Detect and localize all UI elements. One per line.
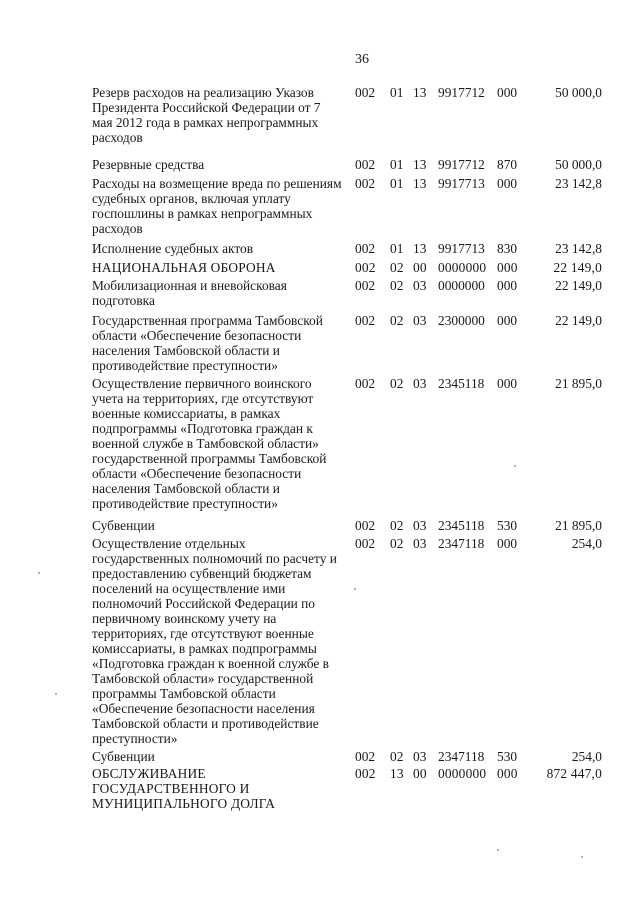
row-vr: 830 xyxy=(497,241,518,256)
row-sum: 50 000,0 xyxy=(555,85,602,100)
row-name: Резервные средства xyxy=(92,157,205,172)
scan-speck xyxy=(354,588,356,590)
row-sum: 23 142,8 xyxy=(555,176,602,191)
row-ved: 002 xyxy=(355,376,376,391)
table-row xyxy=(92,157,602,176)
row-pr: 00 xyxy=(413,766,427,781)
row-csr: 2347118 xyxy=(438,749,485,764)
row-sum: 21 895,0 xyxy=(555,518,602,533)
row-sum: 254,0 xyxy=(571,536,602,551)
row-vr: 000 xyxy=(497,278,518,293)
row-ved: 002 xyxy=(355,766,376,781)
row-csr: 2345118 xyxy=(438,518,485,533)
row-sum: 872 447,0 xyxy=(546,766,602,781)
page-number: 36 xyxy=(355,52,369,67)
row-pr: 13 xyxy=(413,85,427,100)
row-rz: 02 xyxy=(390,536,404,551)
row-rz: 02 xyxy=(390,278,404,293)
row-vr: 530 xyxy=(497,749,518,764)
row-ved: 002 xyxy=(355,536,376,551)
row-sum: 23 142,8 xyxy=(555,241,602,256)
row-sum: 22 149,0 xyxy=(555,313,602,328)
table-row xyxy=(92,376,602,518)
row-pr: 03 xyxy=(413,278,427,293)
row-ved: 002 xyxy=(355,278,376,293)
row-vr: 000 xyxy=(497,536,518,551)
scan-speck xyxy=(55,693,57,695)
row-ved: 002 xyxy=(355,85,376,100)
table-row xyxy=(92,313,602,376)
row-ved: 002 xyxy=(355,157,376,172)
row-pr: 13 xyxy=(413,157,427,172)
row-vr: 000 xyxy=(497,260,518,275)
row-name: Субвенции xyxy=(92,749,155,764)
row-csr: 2345118 xyxy=(438,376,485,391)
row-ved: 002 xyxy=(355,749,376,764)
row-rz: 01 xyxy=(390,85,404,100)
row-csr: 0000000 xyxy=(438,766,487,781)
row-pr: 03 xyxy=(413,376,427,391)
row-vr: 000 xyxy=(497,176,518,191)
row-rz: 02 xyxy=(390,376,404,391)
table-row xyxy=(92,518,602,536)
row-csr: 9917712 xyxy=(438,85,485,100)
row-sum: 254,0 xyxy=(571,749,602,764)
row-csr: 2300000 xyxy=(438,313,485,328)
row-vr: 000 xyxy=(497,313,518,328)
row-pr: 00 xyxy=(413,260,427,275)
row-csr: 0000000 xyxy=(438,260,487,275)
row-vr: 000 xyxy=(497,766,518,781)
row-vr: 870 xyxy=(497,157,518,172)
row-csr: 0000000 xyxy=(438,278,485,293)
scan-speck xyxy=(581,856,583,858)
row-rz: 01 xyxy=(390,176,404,191)
row-ved: 002 xyxy=(355,313,376,328)
row-rz: 01 xyxy=(390,241,404,256)
budget-table xyxy=(92,85,602,816)
row-ved: 002 xyxy=(355,176,376,191)
row-name: Осуществление первичного воинского учета на территориях, где отсутствуют военные комиссариаты, в рамках подпрограммы «Подготовка граждан к военной службе в Тамбовской области» государственной программы Тамбовской области «Обеспечение безопасности населения Тамбовской области и противодействие преступности» xyxy=(92,376,327,511)
row-rz: 02 xyxy=(390,260,404,275)
table-row xyxy=(92,766,602,816)
row-rz: 01 xyxy=(390,157,404,172)
row-vr: 000 xyxy=(497,85,518,100)
table-row xyxy=(92,241,602,260)
scan-speck xyxy=(38,572,40,574)
table-row xyxy=(92,749,602,766)
row-ved: 002 xyxy=(355,241,376,256)
row-name: Мобилизационная и вневойсковая подготовка xyxy=(92,278,287,308)
row-rz: 02 xyxy=(390,518,404,533)
row-pr: 03 xyxy=(413,518,427,533)
row-csr: 9917713 xyxy=(438,176,485,191)
table-row xyxy=(92,85,602,157)
row-rz: 02 xyxy=(390,313,404,328)
row-name: Исполнение судебных актов xyxy=(92,241,254,256)
row-pr: 13 xyxy=(413,241,427,256)
row-name: ОБСЛУЖИВАНИЕ ГОСУДАРСТВЕННОГО И МУНИЦИПАЛЬНОГО ДОЛГА xyxy=(92,766,276,811)
table-row xyxy=(92,260,602,278)
scan-speck xyxy=(497,849,499,851)
row-name: Осуществление отдельных государственных полномочий по расчету и предоставлению субвенций бюджетам поселений на осуществление ими полномочий Российской Федерации по первичному воинскому учету на территориях, где отсутствуют военные комиссариаты, в рамках подпрограммы «Подготовка граждан к военной службе в Тамбовской области» государственной программы Тамбовской области «Обеспечение безопасности населения Тамбовской области и противодействие преступности» xyxy=(92,536,337,746)
row-rz: 13 xyxy=(390,766,404,781)
row-pr: 03 xyxy=(413,749,427,764)
row-pr: 03 xyxy=(413,313,427,328)
row-csr: 9917713 xyxy=(438,241,485,256)
row-name: Расходы на возмещение вреда по решениям судебных органов, включая уплату госпошлины в рамках непрограммных расходов xyxy=(92,176,342,236)
row-pr: 03 xyxy=(413,536,427,551)
row-ved: 002 xyxy=(355,260,376,275)
row-sum: 50 000,0 xyxy=(555,157,602,172)
row-rz: 02 xyxy=(390,749,404,764)
row-sum: 21 895,0 xyxy=(555,376,602,391)
table-row xyxy=(92,176,602,241)
row-csr: 2347118 xyxy=(438,536,485,551)
row-pr: 13 xyxy=(413,176,427,191)
row-csr: 9917712 xyxy=(438,157,485,172)
table-row xyxy=(92,536,602,749)
row-sum: 22 149,0 xyxy=(553,260,602,275)
row-name: Субвенции xyxy=(92,518,155,533)
row-vr: 000 xyxy=(497,376,518,391)
row-name: НАЦИОНАЛЬНАЯ ОБОРОНА xyxy=(92,260,276,275)
table-row xyxy=(92,278,602,313)
row-ved: 002 xyxy=(355,518,376,533)
scan-speck xyxy=(514,465,516,467)
row-vr: 530 xyxy=(497,518,518,533)
row-sum: 22 149,0 xyxy=(555,278,602,293)
row-name: Резерв расходов на реализацию Указов Президента Российской Федерации от 7 мая 2012 года в рамках непрограммных расходов xyxy=(92,85,321,145)
row-name: Государственная программа Тамбовской области «Обеспечение безопасности населения Тамбовской области и противодействие преступности» xyxy=(92,313,323,373)
